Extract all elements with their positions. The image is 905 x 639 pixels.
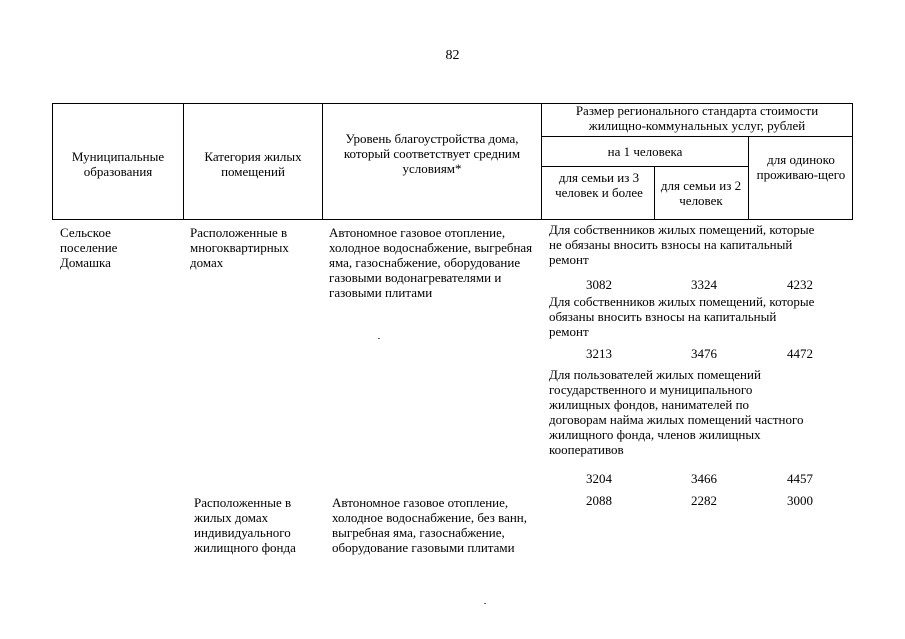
grid-line	[541, 166, 748, 167]
group2-single-value: 4472	[787, 346, 813, 361]
page-number: 82	[445, 48, 460, 63]
grid-line	[322, 103, 323, 220]
scan-speck	[378, 338, 380, 339]
header-family2: для семьи из 2 человек	[660, 178, 742, 208]
group1-label: Для собственников жилых помещений, которые не обязаны вносить взносы на капитальный ремонт	[549, 222, 815, 267]
row2-level: Автономное газовое отопление, холодное водоснабжение, без ванн, выгребная яма, газоснабжение, оборудование газовыми плитами	[332, 495, 528, 555]
municipality-name: Сельское поселение Домашка	[60, 225, 118, 270]
group1-family2-value: 3324	[691, 277, 717, 292]
row2-single-value: 3000	[787, 493, 813, 508]
header-municipality: Муниципальные образования	[71, 149, 165, 179]
row1-category: Расположенные в многоквартирных домах	[190, 225, 289, 270]
header-single: для одиноко проживаю-щего	[756, 152, 846, 182]
group1-family3-value: 3082	[586, 277, 612, 292]
row2-family2-value: 2282	[691, 493, 717, 508]
group3-single-value: 4457	[787, 471, 813, 486]
row2-category: Расположенные в жилых домах индивидуального жилищного фонда	[194, 495, 296, 555]
grid-line	[748, 136, 749, 220]
group2-label: Для собственников жилых помещений, которые обязаны вносить взносы на капитальный ремонт	[549, 294, 815, 339]
row1-level: Автономное газовое отопление, холодное водоснабжение, выгребная яма, газоснабжение, оборудование газовыми водонагревателями и газовыми плитами	[329, 225, 533, 300]
header-per-person: на 1 человека	[607, 144, 683, 159]
grid-line	[183, 103, 184, 220]
group2-family3-value: 3213	[586, 346, 612, 361]
group3-family2-value: 3466	[691, 471, 717, 486]
scan-speck	[484, 603, 486, 604]
group3-family3-value: 3204	[586, 471, 612, 486]
header-standard: Размер регионального стандарта стоимости жилищно-коммунальных услуг, рублей	[575, 103, 819, 133]
header-level: Уровень благоустройства дома, который соответствует средним условиям*	[343, 131, 521, 176]
group3-label: Для пользователей жилых помещений государственного и муниципального жилищных фондов, нанимателей по договорам найма жилых помещений частного жилищного фонда, членов жилищных кооперативов	[549, 367, 804, 457]
header-family3: для семьи из 3 человек и более	[555, 170, 643, 200]
group1-single-value: 4232	[787, 277, 813, 292]
grid-line	[541, 103, 542, 220]
grid-line	[654, 166, 655, 220]
grid-line	[541, 136, 853, 137]
row2-family3-value: 2088	[586, 493, 612, 508]
group2-family2-value: 3476	[691, 346, 717, 361]
header-category: Категория жилых помещений	[204, 149, 302, 179]
